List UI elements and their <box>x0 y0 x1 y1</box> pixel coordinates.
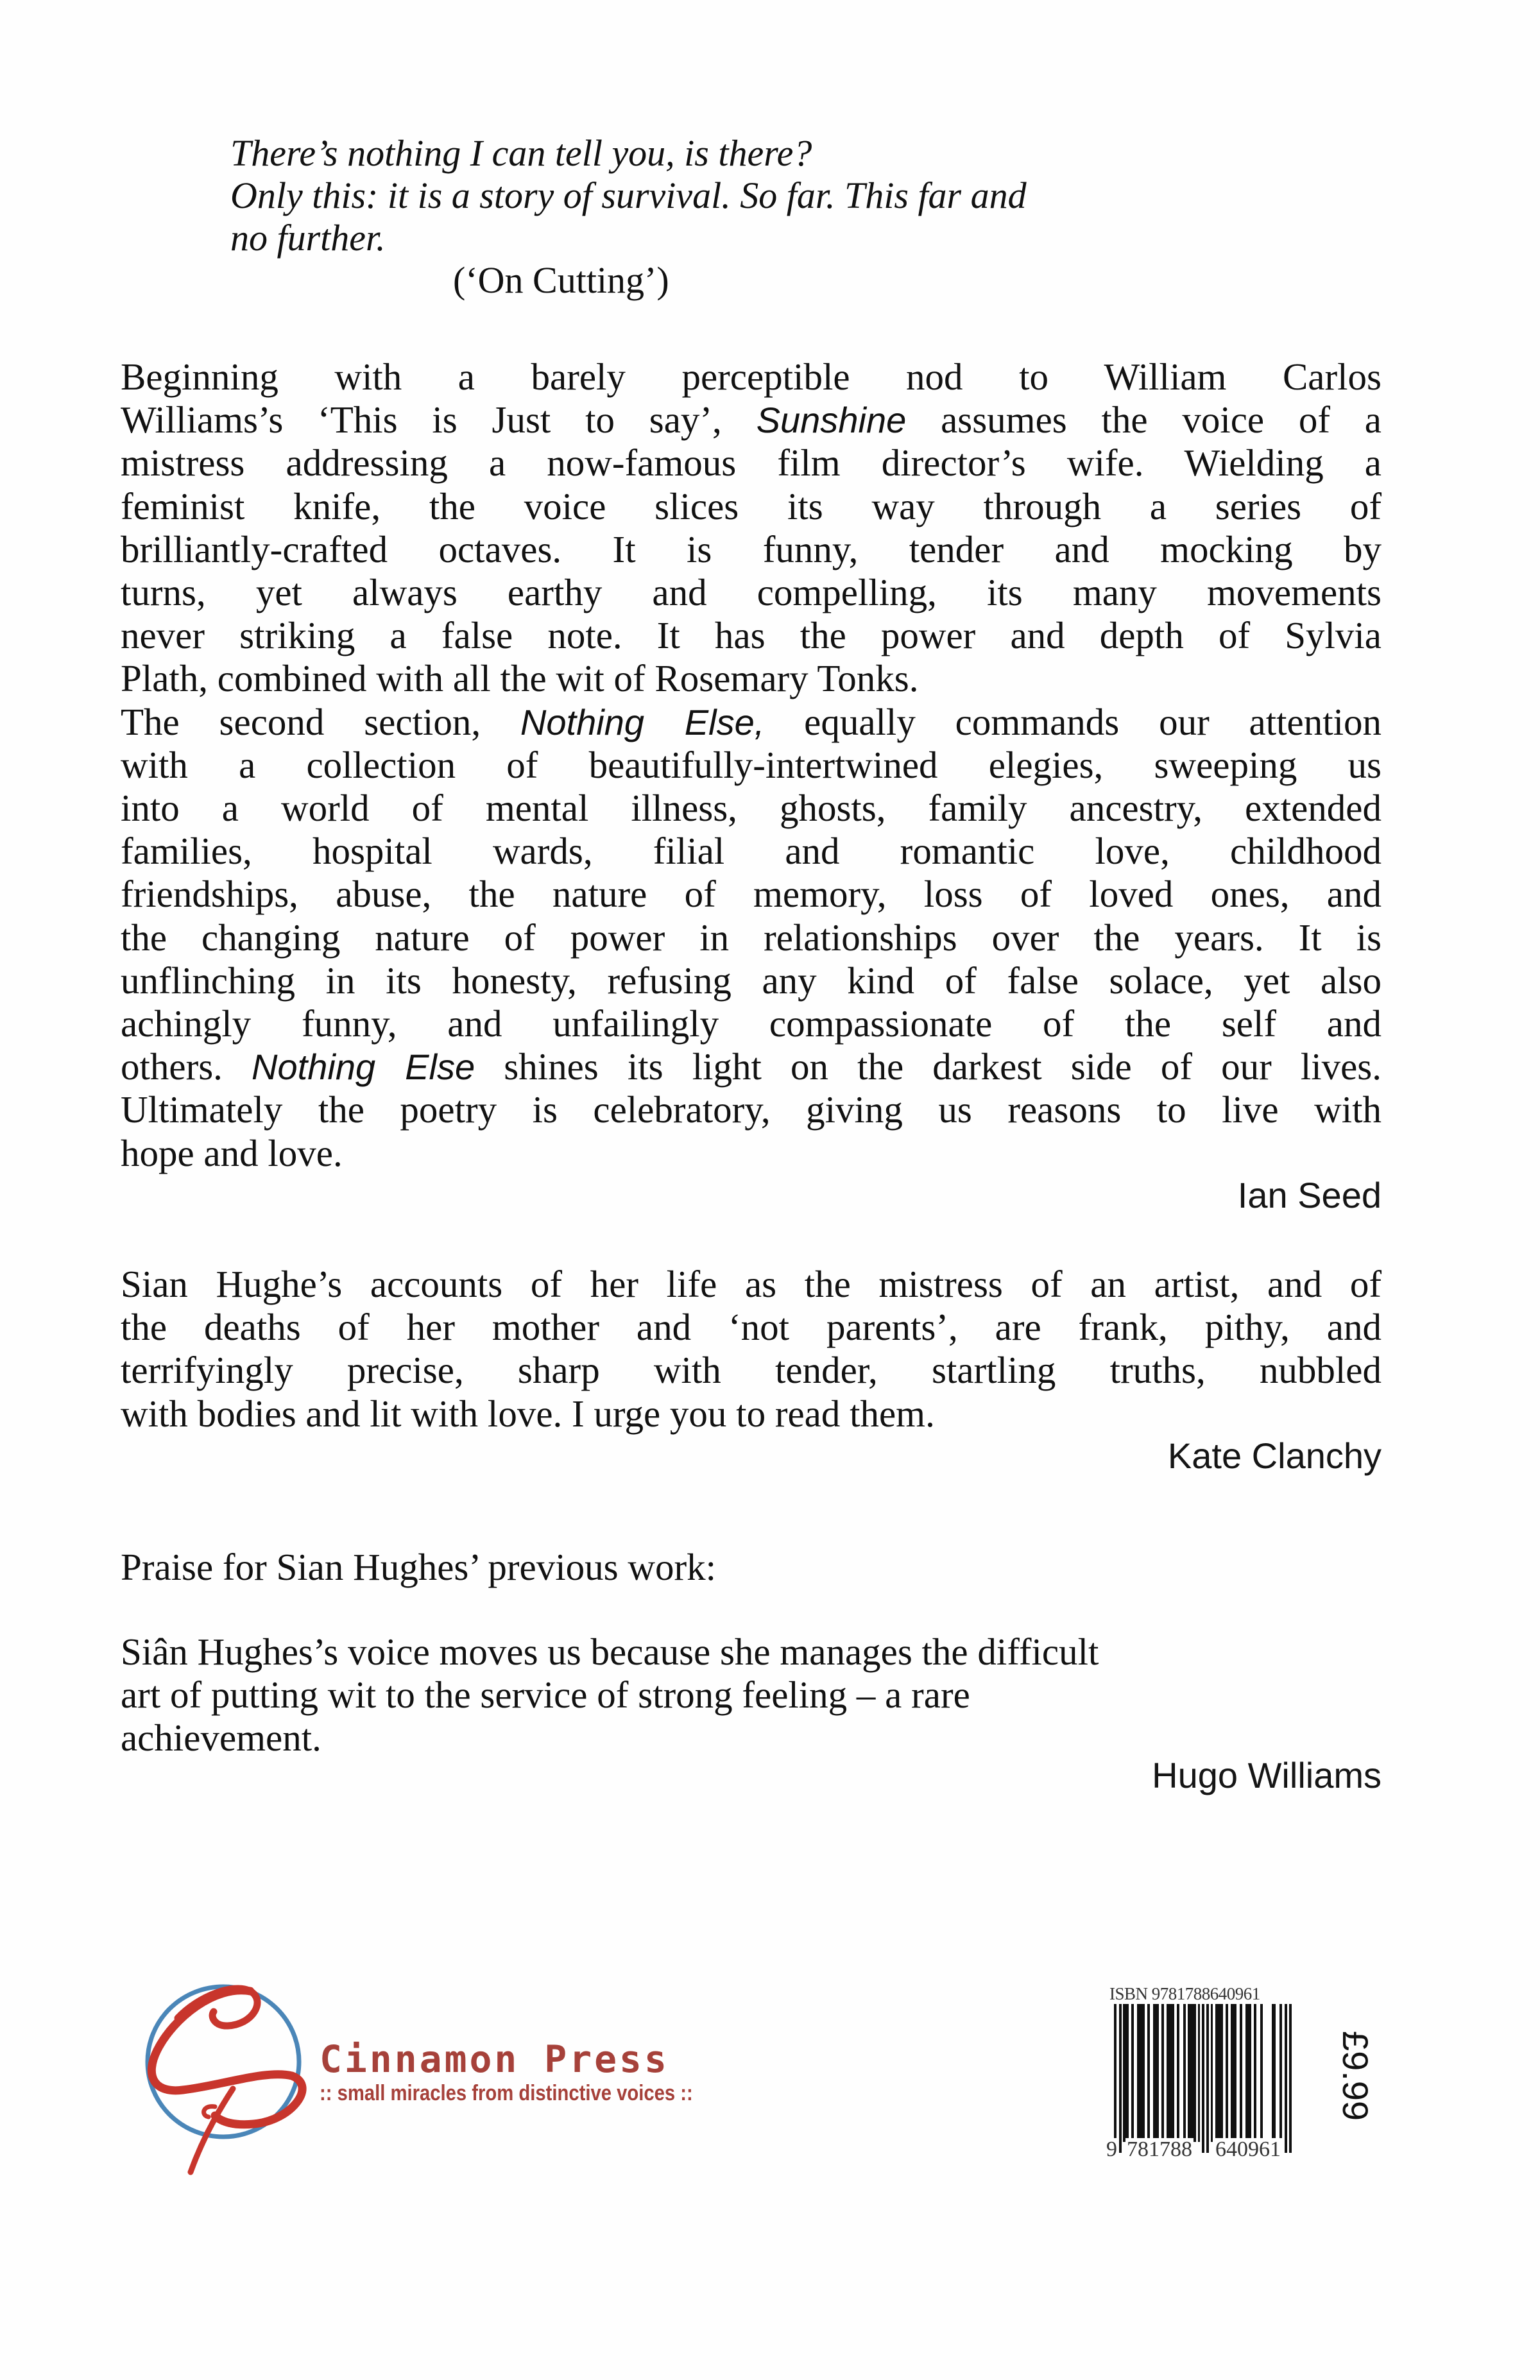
review-line: Plath, combined with all the wit of Rosemary Tonks. <box>121 657 919 700</box>
review-line: others. Nothing Else shines its light on the darkest side of our lives. <box>121 1045 1382 1088</box>
review-line: families, hospital wards, filial and romantic love, childhood <box>121 830 1382 873</box>
quote-line: Siân Hughes’s voice moves us because she manages the difficult <box>121 1631 1099 1673</box>
review-line: never striking a false note. It has the power and depth of Sylvia <box>121 614 1382 657</box>
book-title-sunshine: Sunshine <box>756 400 907 441</box>
cp-monogram-logo-icon <box>138 1980 318 2179</box>
epigraph-line: There’s nothing I can tell you, is there? <box>230 132 812 174</box>
epigraph-line: Only this: it is a story of survival. So far. This far and <box>230 175 1027 216</box>
barcode-digits-group1: 781788 <box>1127 2137 1192 2161</box>
review-line: with bodies and lit with love. I urge you to read them. <box>121 1392 935 1435</box>
price-label <box>1335 2030 1376 2121</box>
review-line: with a collection of beautifully-intertwined elegies, sweeping us <box>121 743 1382 786</box>
epigraph-source: (‘On Cutting’) <box>453 259 669 301</box>
epigraph-line: no further. <box>230 217 386 259</box>
quote-line: achievement. <box>121 1717 321 1759</box>
review-line: Sian Hughe’s accounts of her life as the mistress of an artist, and of <box>121 1263 1382 1305</box>
attribution-hugo-williams: Hugo Williams <box>1152 1755 1382 1795</box>
publisher-name: Cinnamon Press <box>320 2037 669 2081</box>
isbn-label: ISBN 9781788640961 <box>1109 1984 1260 2003</box>
review-line: hope and love. <box>121 1131 343 1174</box>
review-line: Williams’s ‘This is Just to say’, Sunshine assumes the voice of a <box>121 398 1382 441</box>
review-line: the deaths of her mother and ‘not parents’, are frank, pithy, and <box>121 1306 1382 1349</box>
review-kate-clanchy <box>121 1263 1382 1435</box>
review-line: The second section, Nothing Else, equally commands our attention <box>121 700 1382 743</box>
review-line: into a world of mental illness, ghosts, family ancestry, extended <box>121 787 1382 830</box>
review-ian-seed <box>121 355 1382 1175</box>
review-line: the changing nature of power in relationships over the years. It is <box>121 916 1382 959</box>
review-line: friendships, abuse, the nature of memory, loss of loved ones, and <box>121 873 1382 916</box>
review-line: unflinching in its honesty, refusing any kind of false solace, yet also <box>121 959 1382 1002</box>
barcode-digits-group2: 640961 <box>1215 2137 1281 2161</box>
attribution-kate-clanchy: Kate Clanchy <box>1167 1435 1382 1476</box>
price-text: £9.99 <box>1335 2030 1376 2121</box>
review-line: brilliantly-crafted octaves. It is funny, tender and mocking by <box>121 527 1382 570</box>
publisher-tagline: :: small miracles from distinctive voices :: <box>320 2081 693 2105</box>
review-line: terrifyingly precise, sharp with tender, startling truths, nubbled <box>121 1349 1382 1392</box>
isbn-barcode <box>1105 1984 1297 2170</box>
review-line: achingly funny, and unfailingly compassionate of the self and <box>121 1002 1382 1045</box>
review-line: Ultimately the poetry is celebratory, giving us reasons to live with <box>121 1088 1382 1131</box>
barcode-digit-first: 9 <box>1106 2137 1117 2161</box>
section-title-nothing-else: Nothing Else <box>252 1047 475 1088</box>
attribution-ian-seed: Ian Seed <box>1237 1175 1382 1215</box>
review-line: feminist knife, the voice slices its way through a series of <box>121 484 1382 527</box>
review-line: mistress addressing a now-famous film director’s wife. Wielding a <box>121 441 1382 484</box>
review-line: turns, yet always earthy and compelling, its many movements <box>121 571 1382 614</box>
review-line: Beginning with a barely perceptible nod to William Carlos <box>121 355 1382 398</box>
previous-work-heading: Praise for Sian Hughes’ previous work: <box>121 1546 716 1588</box>
section-title-nothing-else: Nothing Else, <box>520 701 765 742</box>
quote-line: art of putting wit to the service of strong feeling – a rare <box>121 1674 970 1717</box>
previous-work-quote <box>121 1631 1314 1760</box>
barcode-bars-icon <box>1114 2004 1292 2153</box>
epigraph <box>230 132 1321 302</box>
